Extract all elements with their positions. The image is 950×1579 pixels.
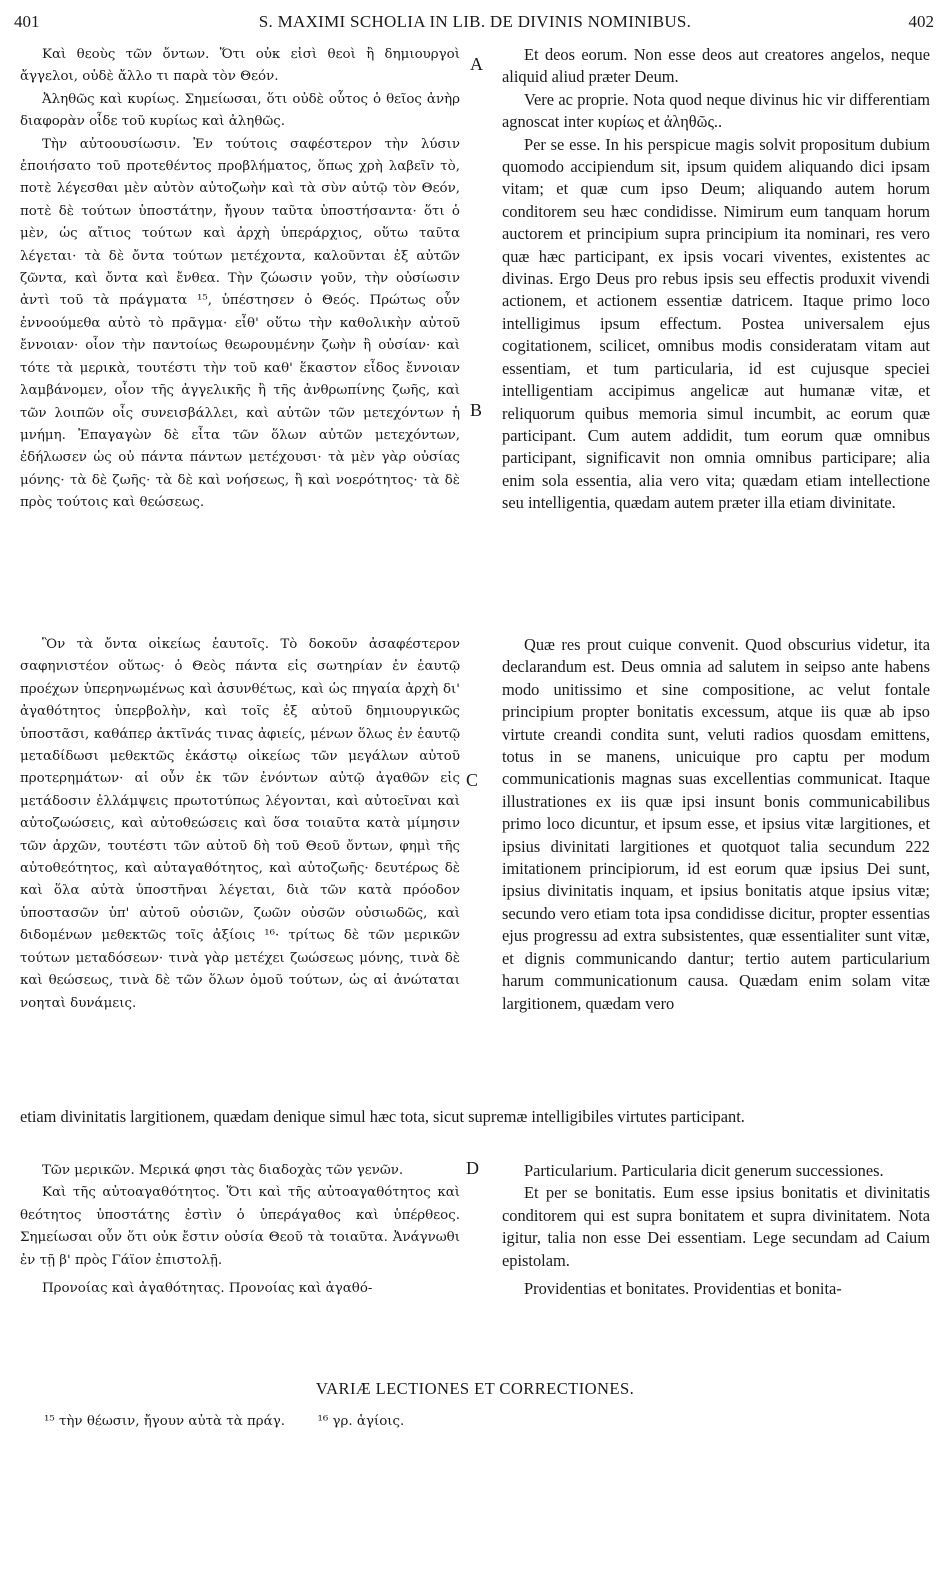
greek-column-top bbox=[20, 44, 460, 515]
margin-siglum-b: B bbox=[470, 400, 483, 420]
greek-column-mid bbox=[20, 634, 460, 1015]
greek-paragraph: Καὶ τῆς αὐτοαγαθότητος. Ὅτι καὶ τῆς αὐτοαγαθότητος καὶ θεότητος ὑποστάτης ἐστὶν ὁ ὑπεράγαθος καὶ ὑπέρθεος. Σημείωσαι οὖν ὅτι οὐκ ἔστιν οὐσία Θεοῦ τὰ τοιαῦτα. Ἀνάγνωθι ἐν τῇ β' πρὸς Γάϊον ἐπιστολῇ. bbox=[20, 1185, 460, 1268]
greek-paragraph: Τῶν μερικῶν. Μερικά φησι τὰς διαδοχὰς τῶν γενῶν. bbox=[42, 1163, 404, 1178]
latin-paragraph: Et deos eorum. Non esse deos aut creatores angelos, neque aliquid aliud præter Deum. bbox=[502, 45, 930, 87]
running-header bbox=[0, 8, 950, 34]
greek-paragraph: Καὶ θεοὺς τῶν ὄντων. Ὅτι οὐκ εἰσὶ θεοὶ ἢ δημιουργοὶ ἄγγελοι, οὐδὲ ἄλλο τι παρὰ τὸν Θεόν. bbox=[20, 47, 460, 85]
latin-paragraph: Vere ac proprie. Nota quod neque divinus hic vir differentiam agnoscat inter κυρίως et ἀληθῶς.. bbox=[502, 89, 930, 132]
continuation-text: etiam divinitatis largitionem, quædam denique simul hæc tota, sicut supremæ intelligibiles virtutes participant. bbox=[20, 1107, 745, 1126]
full-width-continuation bbox=[20, 1106, 930, 1128]
greek-paragraph: Τὴν αὐτοουσίωσιν. Ἐν τούτοις σαφέστερον τὴν λύσιν ἐποιήσατο τοῦ προτεθέντος προβλήματος, ὅπως χρὴ λαβεῖν τὸ, ποτὲ λέγεσθαι μὲν αὐτὸν αὐτοζωὴν καὶ τὰ σὺν αὐτῷ τὸν Θεόν, ποτὲ δὲ τούτων ὑποστάτην, ἤγουν ταῦτα ὑποστήσαντα· ὅτι ὁ μὲν, ὡς αἴτιος τούτων καὶ ἀρχὴ ὑπεράρχιος, οὕτω ταῦτα λέγεται· τὰ δὲ ὄντα τούτων μετέχοντα, καλοῦνται ἐξ αὐτῶν ζῶντα, καὶ ὄντα καὶ ἔνθεα. Τὴν ζώωσιν γοῦν, τὴν οὐσίωσιν ἀντὶ τοῦ τὰ πράγματα ¹⁵, ὑπέστησεν ὁ Θεός. Πρώτως οὖν ἐννοούμεθα αὐτὸ τὸ πρᾶγμα· εἶθ' οὕτω τὴν καθολικὴν αὐτοῦ ἔννοιαν· οἷον τὴν παντοίως θεωρουμένην ζωὴν ἢ οὐσίαν· καὶ τότε τὰ μερικὰ, τουτέστι τὴν τοῦ καθ' ἕκαστον εἶδος ἔννοιαν λαμβάνομεν, οἷον τῆς ἀγγελικῆς ἢ τῆς ἀνθρωπίνης ζωῆς, καὶ τῶν λοιπῶν οἷς συνεισβάλλει, καὶ αὐτῶν τῶν μετεχόντων ἡ μνήμη. Ἐπαγαγὼν δὲ εἶτα τῶν ὅλων αὐτῶν μετεχόντων, ἐδήλωσεν ὡς οὐ πάντα πάντων μετέχουσι· τὰ μὲν γὰρ οὐσίας μόνης· τὰ δὲ ζωῆς· τὰ δὲ καὶ νοήσεως, ἢ καὶ νοερότητος· τὰ δὲ πρὸς τούτοις καὶ θεώσεως. bbox=[20, 136, 460, 511]
greek-paragraph: Ἀληθῶς καὶ κυρίως. Σημείωσαι, ὅτι οὐδὲ οὗτος ὁ θεῖος ἀνὴρ διαφορὰν οἶδε τοῦ κυρίως καὶ ἀληθῶς. bbox=[20, 91, 460, 130]
running-title: S. MAXIMI SCHOLIA IN LIB. DE DIVINIS NOMINIBUS. bbox=[258, 12, 692, 31]
greek-paragraph: Προνοίας καὶ ἀγαθότητας. Προνοίας καὶ ἀγαθό- bbox=[42, 1281, 373, 1297]
page-number-left: 401 bbox=[14, 12, 40, 31]
margin-siglum-d: D bbox=[466, 1158, 479, 1178]
variant-note-16: ¹⁶ γρ. ἁγίοις. bbox=[317, 1414, 405, 1429]
page-number-right: 402 bbox=[908, 12, 934, 31]
latin-paragraph: Et per se bonitatis. Eum esse ipsius bonitatis et divinitatis conditorem qui est supra bonitatem et supra divinitatem. Nota igitur, talia non esse Dei essentiam. Lege secundam ad Caium epistolam. bbox=[502, 1183, 930, 1270]
greek-paragraph: Ὃν τὰ ὄντα οἰκείως ἑαυτοῖς. Τὸ δοκοῦν ἀσαφέστερον σαφηνιστέον οὕτως· ὁ Θεὸς πάντα εἰς σωτηρίαν ἐν ἑαυτῷ προέχων ὑπερηνωμένως καὶ ἀσυνθέτως, καὶ ὡς πηγαία ἀρχὴ δι' ἀγαθότητος ὑπερβολὴν, καὶ τοῖς ἐξ αὐτοῦ δημιουργικῶς ὑποστᾶσι, καθάπερ ἀκτῖνάς τινας ἀφιείς, μένων ὅλως ἐν ἑαυτῷ μεταδίδωσι μεθεκτῶς ἑκάστῳ οἰκείως τῶν μεγάλων αὐτοῦ προτερημάτων· αἱ οὖν ἐκ τῶν ἐνόντων αὐτῷ ἀγαθῶν εἰς μετάδοσιν ἐλλάμψεις πρωτοτύπως λέγονται, καὶ αὐτοεῖναι καὶ αὐτοζωώσεις, καὶ αὐτοθεώσεις καὶ ὅσα τοιαῦτα κατὰ μίμησιν τῶν ἀρχῶν, τουτέστι τῶν αὐτοῦ δὴ τοῦ Θεοῦ ὄντων, φημὶ τῆς αὐτοθεότητος, καὶ αὐταγαθότητος, καὶ αὐτοζωῆς· δευτέρως δὲ καὶ ὅλα αὐτὰ ὑποστῆναι λέγεται, διὰ τῶν κατὰ πρόοδον ὑποστασῶν ὑπ' αὐτοῦ οὐσιῶν, ζωῶν οὐσῶν οὐσιωδῶς, καὶ διδομένων μεθεκτῶς τοῖς ἀξίοις ¹⁶· τρίτως δὲ τῶν μερικῶν τούτων μεταδόσεων· τινὰ γὰρ μετέχει ζωώσεως μόνης, τινὰ δὲ καὶ θεώσεως, τινὰ δὲ τῶν ὅλων ὁμοῦ τούτων, ὡς αἱ ἀνώταται νοηταὶ δυνάμεις. bbox=[20, 637, 460, 1011]
greek-column-bottom bbox=[20, 1160, 460, 1300]
latin-paragraph: Per se esse. In his perspicue magis solvit propositum dubium quomodo accipiendum sit, ipsum quidem aliquando dici ipsam vitam; et quæ cum ipso Deum; aliquando autem horum conditorem seu hæc condidisse. Nimirum eum tanquam horum auctorem et principium supra principium ita nominari, res vero quæ hæc participant, ex ipsis vocari viventes, existentes ac divinas. Ergo Deus pro rebus ipsis seu effectis produxit vivendi actionem, et actionem essentiæ datricem. Itaque primo loco intelligimus ipsum effectum. Postea universalem ejus cogitationem, scilicet, omnibus modis consideratam vitam aut essentiam, et tum particularia, id est cujusque speciei intelligentiam accipimus angelicæ aut humanæ vitæ, et reliquorum quibus memoria simul incumbit, ac eorum quæ participant. Cum autem addidit, tum eorum quæ omnibus participant, significavit non omnia omnibus participare; alia enim sola essentia, alia vero vita; quædam etiam intellectione seu intelligentia, quædam autem præter illa etiam divinitate. bbox=[502, 134, 930, 513]
latin-paragraph: Particularium. Particularia dicit generum successiones. bbox=[524, 1161, 884, 1180]
latin-column-mid bbox=[502, 634, 930, 1015]
margin-siglum-c: C bbox=[466, 770, 479, 790]
latin-column-bottom bbox=[502, 1160, 930, 1300]
variant-note-15: ¹⁵ τὴν θέωσιν, ἤγουν αὐτὰ τὰ πράγ. bbox=[44, 1414, 285, 1429]
margin-siglum-a: A bbox=[470, 54, 483, 74]
latin-paragraph: Providentias et bonitates. Providentias et bonita- bbox=[524, 1279, 842, 1299]
latin-paragraph: Quæ res prout cuique convenit. Quod obscurius videtur, ita declarandum est. Deus omnia ad salutem in seipso ante habens modo unitissimo et sine compositione, ac velut fontale principium propter bonitatis excessum, atque iis quæ ab ipso virtute creandi condita sunt, veluti radios quosdam emittens, totus in se manens, unicuique pro captu per modum communicationis magnas suas excellentias communicat. Itaque illustrationes ex iis quæ ipsi insunt bonis communicabilibus primo loco dicuntur, et ipsum esse, et ipsius vitæ largitiones, et ipsius divinitati largitiones et quotquot talia secundum 222 imitationem principiorum, id est eorum quæ ipsius Dei sunt, ipsius divinitatis inquam, et ipsius bonitatis atque ipsius vitæ; secundo vero etiam tota ipsa condidisse dicitur, propter essentias ejus progressu ad extra subsistentes, quæ essentialiter sunt vitæ, et dignis communicando dantur; tertio autem particularium harum communicationum causa. Quædam enim solam vitæ largitionem, quædam vero bbox=[502, 635, 930, 1013]
variae-heading: VARIÆ LECTIONES ET CORRECTIONES. bbox=[315, 1379, 635, 1398]
variae-notes bbox=[44, 1414, 404, 1429]
latin-column-top bbox=[502, 44, 930, 515]
